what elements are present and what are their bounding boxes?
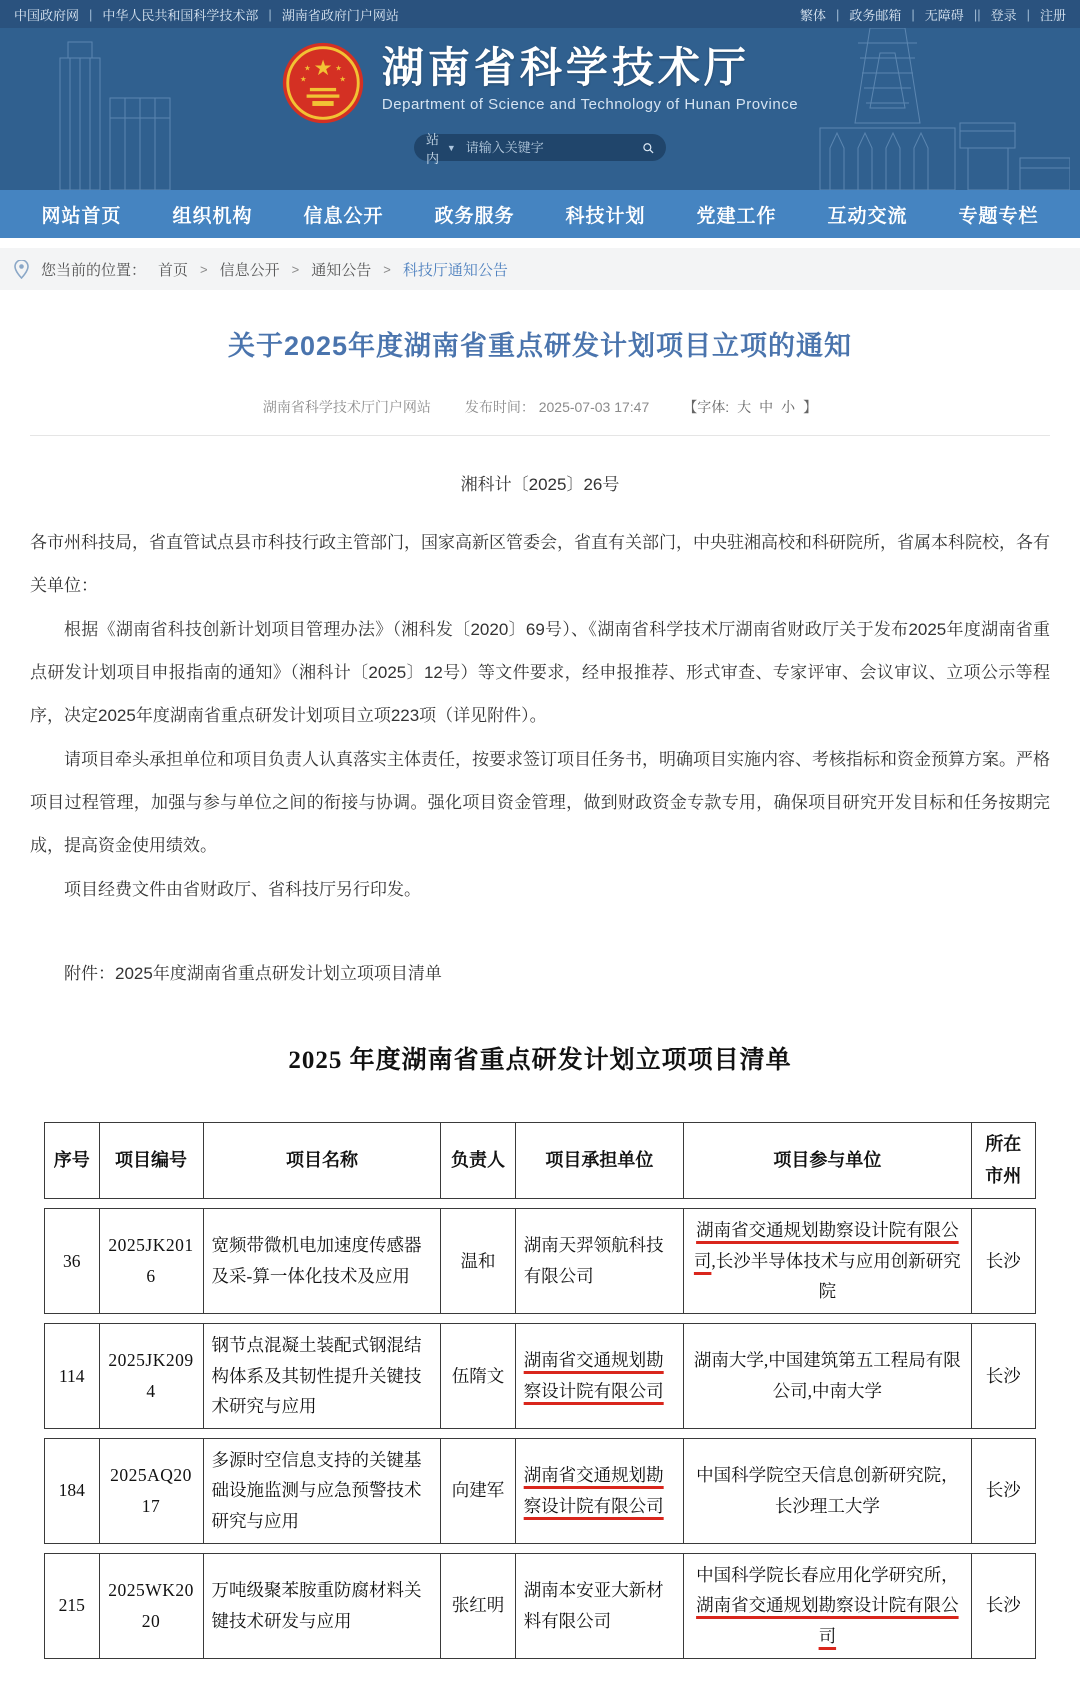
font-size-large-button[interactable]: 大 xyxy=(737,399,752,415)
breadcrumb-info-disclosure[interactable]: 信息公开 xyxy=(219,261,280,279)
cell-leader: 向建军 xyxy=(441,1438,515,1543)
cell-project-name: 万吨级聚苯胺重防腐材料关键技术研发与应用 xyxy=(203,1553,441,1658)
cell-participants: 中国科学院空天信息创新研究院，长沙理工大学 xyxy=(684,1438,971,1543)
svg-text:★: ★ xyxy=(313,55,333,80)
cell-code: 2025JK2016 xyxy=(99,1209,203,1314)
font-size-medium-button[interactable]: 中 xyxy=(759,399,774,415)
cell-participants: 湖南省交通规划勘察设计院有限公司,长沙半导体技术与应用创新研究院 xyxy=(684,1209,971,1314)
cell-city: 长沙 xyxy=(971,1323,1035,1428)
attachment-link[interactable]: 附件：2025年度湖南省重点研发计划立项项目清单 xyxy=(64,964,442,984)
site-subtitle: Department of Science and Technology of Hunan Province xyxy=(381,96,799,114)
cell-participants: 湖南大学,中国建筑第五工程局有限公司,中南大学 xyxy=(684,1323,971,1428)
cell-code: 2025JK2094 xyxy=(99,1323,203,1428)
paragraph-requirements: 请项目牵头承担单位和项目负责人认真落实主体责任，按要求签订项目任务书，明确项目实施内容、考核指标和资金预算方案。严格项目过程管理，加强与参与单位之间的衔接与协调。强化项目资金管理，做到财政资金专款专用，确保项目研究开发目标和任务按期完成，提高资金使用绩效。 xyxy=(30,749,1050,856)
location-pin-icon xyxy=(14,260,29,279)
cell-leader: 张红明 xyxy=(441,1553,515,1658)
cell-participants: 中国科学院长春应用化学研究所，湖南省交通规划勘察设计院有限公司 xyxy=(684,1553,971,1658)
svg-text:★: ★ xyxy=(339,74,346,84)
search-area xyxy=(0,131,1080,166)
nav-item-interaction[interactable]: 互动交流 xyxy=(827,205,908,227)
cell-undertaker: 湖南省交通规划勘察设计院有限公司 xyxy=(515,1323,683,1428)
divider: | xyxy=(89,6,93,22)
main-nav xyxy=(0,190,1080,238)
link-hunan-gov[interactable]: 湖南省政府门户网站 xyxy=(281,7,399,23)
cell-undertaker: 湖南本安亚大新材料有限公司 xyxy=(515,1553,683,1658)
spacer xyxy=(0,238,1080,248)
divider: || xyxy=(973,6,981,22)
divider: | xyxy=(911,6,915,22)
paragraph-basis: 根据《湖南省科技创新计划项目管理办法》（湘科发〔2020〕69号）、《湖南省科学技术厅湖南省财政厅关于发布2025年度湖南省重点研发计划项目申报指南的通知》（湘科计〔2025〕12号）等文件要求，经申报推荐、形式审查、专家评审、会议审议、立项公示等程序，决定2025年度湖南省重点研发计划项目立项223项（详见附件）。 xyxy=(30,619,1050,726)
col-header-city: 所在市州 xyxy=(971,1123,1035,1199)
table-header-row xyxy=(44,1122,1036,1199)
paragraph-salutation: 各市州科技局，省直管试点县市科技行政主管部门，国家高新区管委会，省直有关部门，中央驻湘高校和科研院所，省属本科院校，各有关单位： xyxy=(30,533,1050,596)
nav-item-special-topics[interactable]: 专题专栏 xyxy=(958,205,1039,227)
search-bar[interactable] xyxy=(414,131,666,166)
breadcrumb xyxy=(0,248,1080,290)
cell-undertaker: 湖南天羿领航科技有限公司 xyxy=(515,1209,683,1314)
topbar-right-links xyxy=(800,5,1066,24)
attachment-table-title: 2025 年度湖南省重点研发计划立项项目清单 xyxy=(288,1047,792,1075)
publish-time xyxy=(465,397,649,417)
page-title: 关于2025年度湖南省重点研发计划项目立项的通知 xyxy=(227,331,853,361)
cell-seq: 114 xyxy=(45,1323,100,1428)
publish-time-value: 2025-07-03 17:47 xyxy=(538,399,650,415)
cell-seq: 184 xyxy=(45,1438,100,1543)
paragraph-funding: 项目经费文件由省财政厅、省科技厅另行印发。 xyxy=(64,879,421,899)
publish-time-label: 发布时间： xyxy=(464,399,535,415)
top-utility-bar xyxy=(0,0,1080,28)
cell-city: 长沙 xyxy=(971,1553,1035,1658)
cell-project-name: 钢节点混凝土装配式钢混结构体系及其韧性提升关键技术研究与应用 xyxy=(203,1323,441,1428)
nav-item-info-disclosure[interactable]: 信息公开 xyxy=(303,205,384,227)
divider: | xyxy=(268,6,272,22)
svg-text:★: ★ xyxy=(299,74,307,84)
brand-block xyxy=(0,28,1080,124)
link-most[interactable]: 中华人民共和国科学技术部 xyxy=(102,7,259,23)
col-header-seq: 序号 xyxy=(45,1123,100,1199)
col-header-code: 项目编号 xyxy=(99,1123,203,1199)
search-icon[interactable] xyxy=(642,140,654,156)
article-meta xyxy=(30,397,1050,436)
project-table xyxy=(0,1122,1080,1708)
breadcrumb-separator: > xyxy=(383,261,391,277)
breadcrumb-current[interactable]: 科技厅通知公告 xyxy=(402,261,508,279)
font-size-prefix: 【字体: xyxy=(683,399,730,415)
article xyxy=(0,290,1080,984)
table-row xyxy=(44,1553,1036,1659)
national-emblem-logo xyxy=(282,42,364,124)
site-title: 湖南省科学技术厅 xyxy=(381,44,750,91)
font-size-small-button[interactable]: 小 xyxy=(781,399,796,415)
svg-text:★: ★ xyxy=(335,63,342,73)
article-body xyxy=(30,521,1050,911)
nav-item-party-building[interactable]: 党建工作 xyxy=(696,205,777,227)
search-scope-label: 站内 xyxy=(426,131,440,166)
search-scope-select[interactable] xyxy=(426,129,456,167)
cell-project-name: 宽频带微机电加速度传感器及采-算一体化技术及应用 xyxy=(203,1209,441,1314)
col-header-leader: 负责人 xyxy=(441,1123,515,1199)
topbar-left-links xyxy=(14,5,399,24)
font-size-control xyxy=(683,397,817,417)
divider: | xyxy=(1026,6,1030,22)
cell-undertaker: 湖南省交通规划勘察设计院有限公司 xyxy=(515,1438,683,1543)
nav-item-sci-tech-plans[interactable]: 科技计划 xyxy=(565,205,646,227)
chevron-down-icon: ▼ xyxy=(446,142,456,153)
font-size-suffix: 】 xyxy=(803,399,818,415)
link-traditional-chinese[interactable]: 繁体 xyxy=(799,7,826,23)
col-header-name: 项目名称 xyxy=(203,1123,441,1199)
cell-code: 2025WK2020 xyxy=(99,1553,203,1658)
link-gov-mailbox[interactable]: 政务邮箱 xyxy=(849,7,902,23)
cell-seq: 215 xyxy=(45,1553,100,1658)
link-china-gov[interactable]: 中国政府网 xyxy=(14,7,80,23)
cell-code: 2025AQ2017 xyxy=(99,1438,203,1543)
col-header-participants: 项目参与单位 xyxy=(684,1123,971,1199)
table-row xyxy=(44,1208,1036,1314)
table-row xyxy=(44,1323,1036,1429)
link-register[interactable]: 注册 xyxy=(1039,7,1066,23)
document-number: 湘科计〔2025〕26号 xyxy=(460,475,620,494)
breadcrumb-prefix: 您当前的位置： xyxy=(41,261,147,279)
breadcrumb-separator: > xyxy=(291,261,300,277)
cell-city: 长沙 xyxy=(971,1438,1035,1543)
breadcrumb-separator: > xyxy=(200,261,208,277)
nav-item-home[interactable]: 网站首页 xyxy=(41,205,122,227)
link-login[interactable]: 登录 xyxy=(990,7,1017,23)
cell-leader: 温和 xyxy=(441,1209,515,1314)
attachment-document xyxy=(0,1040,1080,1708)
article-source: 湖南省科学技术厅门户网站 xyxy=(262,399,431,415)
search-input[interactable] xyxy=(466,140,642,155)
cell-city: 长沙 xyxy=(971,1209,1035,1314)
site-banner xyxy=(0,28,1080,190)
cell-project-name: 多源时空信息支持的关键基础设施监测与应急预警技术研究与应用 xyxy=(203,1438,441,1543)
brand-text xyxy=(382,42,798,113)
col-header-undertaker: 项目承担单位 xyxy=(515,1123,683,1199)
link-accessibility[interactable]: 无障碍 xyxy=(924,7,964,23)
cell-seq: 36 xyxy=(45,1209,100,1314)
table-row xyxy=(44,1438,1036,1544)
breadcrumb-notices[interactable]: 通知公告 xyxy=(311,261,372,279)
breadcrumb-home[interactable]: 首页 xyxy=(158,261,189,279)
svg-text:★: ★ xyxy=(304,63,311,73)
divider: | xyxy=(836,6,840,22)
nav-item-gov-services[interactable]: 政务服务 xyxy=(434,205,515,227)
cell-leader: 伍隋文 xyxy=(441,1323,515,1428)
nav-item-organization[interactable]: 组织机构 xyxy=(172,205,253,227)
